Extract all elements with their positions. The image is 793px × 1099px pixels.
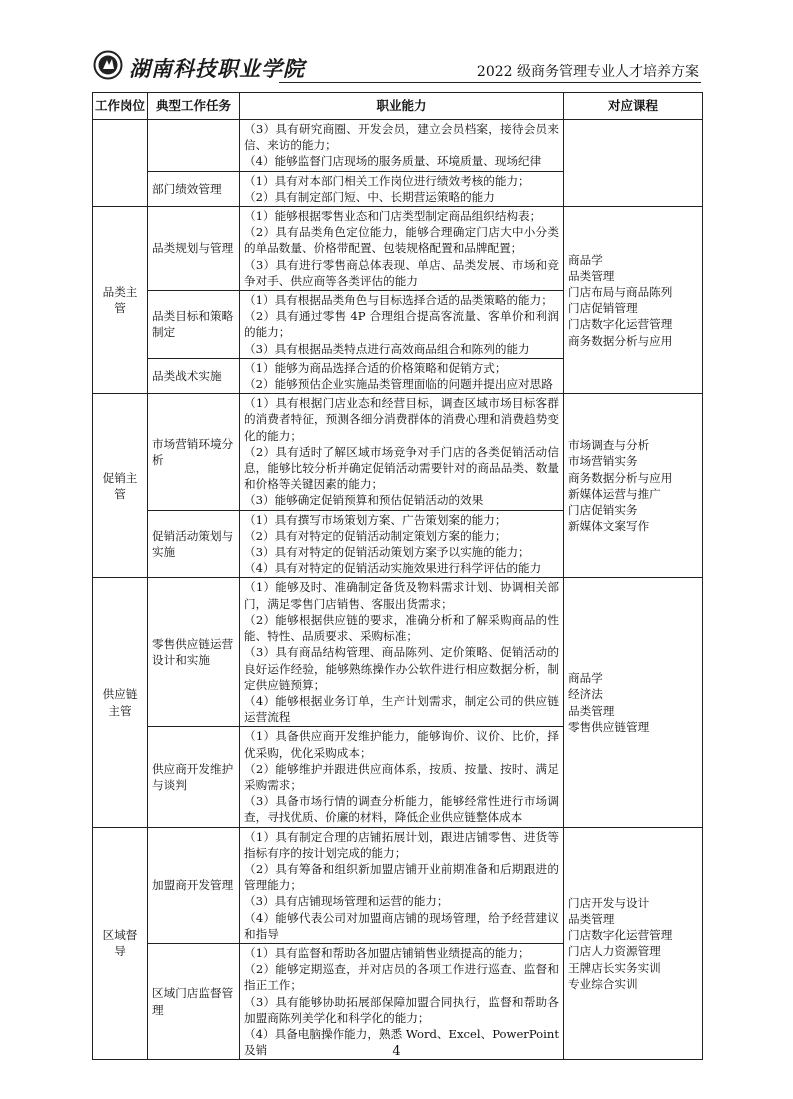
course-item: 市场营销实务 [568,454,638,469]
ability-item: （3）能够确定促销预算和预估促销活动的效果 [244,493,484,508]
course-item: 经济法 [568,687,603,702]
position-cell: 供应链主管 [93,578,148,827]
school-name: 湖南科技职业学院 [129,56,305,81]
ability-cell [240,291,564,359]
page-header [93,48,701,86]
document-title: 2022 级商务管理专业人才培养方案 [476,64,699,80]
header-ability: 职业能力 [240,93,564,120]
ability-item: （3）具有商品结构管理、商品陈列、定价策略、促销活动的良好运作经验，能够熟练操作办公软件进行相应数据分析，制定供应链预算； [244,645,559,692]
course-item: 零售供应链管理 [568,719,650,734]
ability-item: （4）能够代表公司对加盟商店铺的现场管理，给予经营建议和指导 [244,910,559,941]
ability-item: （3）具有能够协助拓展部保障加盟合同执行，监督和帮助各加盟商陈列美学化和科学化的能力； [244,994,559,1025]
page-number: 4 [392,1044,401,1059]
task-cell: 市场营销环境分析 [148,394,240,510]
ability-item: （2）具有制定部门短、中、长期营运策略的能力 [244,189,495,204]
course-cell [564,394,703,578]
course-item: 王牌店长实务实训 [568,960,661,975]
course-item: 商务数据分析与应用 [568,333,673,348]
ability-item: （3）具有店铺现场管理和运营的能力； [244,894,449,909]
course-item: 商务数据分析与应用 [568,470,673,485]
ability-item: （4）具有对特定的促销活动实施效果进行科学评估的能力 [244,561,542,576]
ability-item: （2）具有通过零售 4P 合理组合提高客流量、客单价和利润的能力； [244,309,559,340]
position-cell: 区域督导 [93,827,148,1060]
course-cell [564,120,703,207]
task-cell: 品类规划与管理 [148,207,240,291]
course-item: 新媒体运营与推广 [568,486,661,501]
course-item: 品类管理 [568,703,615,718]
task-cell: 零售供应链运营设计和实施 [148,578,240,727]
table-header-row [93,93,703,120]
ability-item: （2）具有适时了解区域市场竞争对手门店的各类促销活动信息，能够比较分析并确定促销活动需要针对的商品品类、数量和价格等关键因素的能力； [244,444,559,492]
ability-item: （3）具备市场行情的调查分析能力，能够经常性进行市场调查，寻找优质、价廉的材料，降低企业供应链整体成本 [244,794,559,825]
header-position: 工作岗位 [93,93,148,120]
course-item: 商品学 [568,252,603,267]
ability-cell [240,827,564,943]
ability-cell [240,171,564,206]
ability-item: （2）能够根据供应链的要求，准确分析和了解采购商品的性能、特性、品质要求、采购标准； [244,612,559,644]
ability-item: （4）具备电脑操作能力，熟悉 Word、Excel、PowerPoint 及销 [244,1026,559,1058]
course-item: 门店数字化运营管理 [568,928,673,943]
ability-cell [240,394,564,510]
task-cell: 部门绩效管理 [148,171,240,206]
position-cell [93,120,148,207]
ability-item: （1）具有监督和帮助各加盟店铺销售业绩提高的能力； [244,945,530,960]
ability-item: （3）具有根据品类特点进行高效商品组合和陈列的能力 [244,341,530,356]
ability-cell [240,943,564,1059]
task-cell: 区域门店监督管理 [148,943,240,1059]
task-cell: 供应商开发维护与谈判 [148,727,240,827]
course-item: 新媒体文案写作 [568,519,650,534]
course-item: 门店布局与商品陈列 [568,284,673,299]
header-rule [279,82,701,83]
ability-item: （1）具备供应商开发维护能力，能够询价、议价、比价，择优采购，优化采购成本； [244,729,559,760]
course-item: 品类管理 [568,912,615,927]
position-cell: 品类主管 [93,207,148,394]
ability-item: （1）能够及时、准确制定备货及物料需求计划、协调相关部门，满足零售门店销售、客服出货需求； [244,580,559,611]
table-row [93,394,703,510]
course-item: 品类管理 [568,268,615,283]
table-row [93,120,703,172]
position-cell: 促销主管 [93,394,148,578]
course-cell [564,207,703,394]
task-cell: 加盟商开发管理 [148,827,240,943]
header-course: 对应课程 [564,93,703,120]
ability-item: （1）具有撰写市场策划方案、广告策划案的能力； [244,512,507,527]
course-item: 商品学 [568,671,603,686]
ability-item: （2）具有品类角色定位能力，能够合理确定门店大中小分类的单品数量、价格带配置、包装规格配置和品牌配置； [244,225,559,256]
ability-item: （3）具有研究商圈、开发会员，建立会员档案，接待会员来信、来访的能力； [244,122,559,153]
ability-item: （3）具有进行零售商总体表现、单店、品类发展、市场和竞争对手、供应商等各类评估的能力 [244,257,559,288]
ability-cell [240,120,564,172]
ability-item: （1）具有根据品类角色与目标选择合适的品类策略的能力； [244,293,553,308]
course-item: 专业综合实训 [568,976,638,991]
table-row [93,827,703,943]
ability-item: （2）具有对特定的促销活动制定策划方案的能力； [244,528,507,543]
ability-item: （1）能够为商品选择合适的价格策略和促销方式； [244,360,507,375]
ability-cell [240,578,564,727]
ability-cell [240,207,564,291]
table-row [93,207,703,291]
ability-item: （1）具有对本部门相关工作岗位进行绩效考核的能力； [244,173,530,188]
task-cell: 促销活动策划与实施 [148,510,240,578]
ability-item: （2）能够维护并跟进供应商体系，按质、按量、按时、满足采购需求； [244,761,559,792]
header-task: 典型工作任务 [148,93,240,120]
ability-item: （2）具有筹备和组织新加盟店铺开业前期准备和后期跟进的管理能力； [244,861,559,893]
school-emblem-icon [93,50,123,80]
ability-cell [240,727,564,827]
ability-item: （2）能够预估企业实施品类管理面临的问题并提出应对思路 [244,377,553,392]
ability-item: （4）能够根据业务订单，生产计划需求，制定公司的供应链运营流程 [244,693,559,725]
ability-item: （1）具有制定合理的店铺拓展计划，跟进店铺零售、进货等指标有序的按计划完成的能力； [244,829,559,860]
course-item: 门店促销实务 [568,503,638,518]
ability-item: （4）能够监督门店现场的服务质量、环境质量、现场纪律 [244,154,542,169]
ability-item: （1）具有根据门店业态和经营目标，调查区域市场目标客群的消费者特征，预测各细分消费群体的消费心理和消费趋势变化的能力； [244,396,559,443]
ability-item: （2）能够定期巡查，并对店员的各项工作进行巡查、监督和指正工作； [244,962,559,993]
ability-cell [240,358,564,393]
course-item: 门店人力资源管理 [568,944,661,959]
course-cell [564,827,703,1060]
course-item: 门店数字化运营管理 [568,317,673,332]
task-cell [148,120,240,172]
task-cell: 品类目标和策略制定 [148,291,240,359]
course-item: 门店开发与设计 [568,895,650,910]
table-row [93,578,703,727]
task-cell: 品类战术实施 [148,358,240,393]
ability-cell [240,510,564,578]
school-logo [93,50,305,82]
talent-training-table [92,92,703,1060]
course-item: 市场调查与分析 [568,438,650,453]
ability-item: （1）能够根据零售业态和门店类型制定商品组织结构表； [244,209,542,224]
course-item: 门店促销管理 [568,301,638,316]
course-cell [564,578,703,827]
ability-item: （3）具有对特定的促销活动策划方案予以实施的能力； [244,545,530,560]
